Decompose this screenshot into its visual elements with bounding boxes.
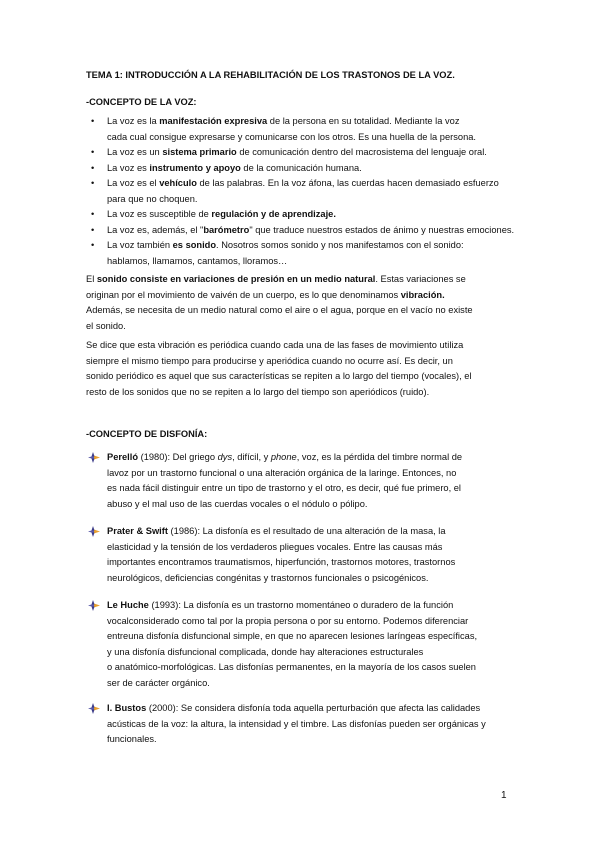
document-title: TEMA 1: INTRODUCCIÓN A LA REHABILITACIÓN DE LOS TRASTONOS DE LA VOZ. bbox=[86, 70, 455, 80]
bullet-icon: • bbox=[91, 224, 95, 235]
arrow-bullet-icon bbox=[88, 526, 100, 537]
paragraph-vibracion: Se dice que esta vibración es periódica cuando cada una de las fases de movimiento utiliza siempre el mismo tiempo para producirse y aperiódica cuando no ocurre así. Es decir, un sonido periódico es aquel que sus características se repiten a lo largo del tiempo (vocales), el resto de los sonidos que no se repiten a lo largo del tiempo son aperiódicos (ruido). bbox=[86, 340, 472, 397]
definition-le-huche: Le Huche (1993): La disfonía es un trastorno momentáneo o duradero de la función vocalconsiderado como tal por la propia persona o por su entorno. Podemos diferenciar entreuna disfonía disfuncional simple, en que no aparecen lesiones laríngeas específicas, y una disfonía disfuncional complicada, donde hay alteraciones estructurales o anatómico-morfológicas. Las disfonías permanentes, en la mayoría de los casos suelen ser de carácter orgánico. bbox=[86, 598, 526, 691]
bullet-icon: • bbox=[91, 147, 95, 157]
definition-perello: Perelló (1980): Del griego dys, difícil, y phone, voz, es la pérdida del timbre normal de lavoz por un trastorno funcional o una alteración orgánica de la laringe. Entonces, no es nada fácil distinguir entre un tipo de trastorno y el otro, es decir, qué fue primero, el abuso y el mal uso de las cuerdas vocales o el nódulo o pólipo. bbox=[86, 450, 526, 512]
list-item: • La voz también es sonido. Nosotros somos sonido y nos manifestamos con el sonido: hablamos, llamamos, cantamos, lloramos… bbox=[91, 240, 464, 266]
paragraph-sonido: El sonido consiste en variaciones de presión en un medio natural. Estas variaciones se originan por el movimiento de vaivén de un cuerpo, es lo que denominamos vibración. Además, se necesita de un medio natural como el aire o el agua, porque en el vacío no existe el sonido. bbox=[86, 274, 473, 331]
arrow-bullet-icon bbox=[88, 703, 100, 714]
section-heading-voz: -CONCEPTO DE LA VOZ: bbox=[86, 97, 197, 107]
section-heading-disfonia: -CONCEPTO DE DISFONÍA: bbox=[86, 429, 208, 439]
list-item: • La voz es susceptible de regulación y de aprendizaje. bbox=[86, 207, 556, 223]
definition-prater-swift: Prater & Swift (1986): La disfonía es el resultado de una alteración de la masa, la elasticidad y la tensión de los verdaderos pliegues vocales. Entre las causas más importantes encontramos traumatismos, hiperfunción, trastornos motores, trastornos neurológicos, deficiencias congénitas y trastornos funcionales o psicogénicos. bbox=[86, 524, 526, 586]
arrow-bullet-icon bbox=[88, 600, 100, 611]
definition-bustos: I. Bustos (2000): Se considera disfonía toda aquella perturbación que afecta las calidades acústicas de la voz: la altura, la intensidad y el timbre. Las disfonías pueden ser orgánicas y funcionales. bbox=[86, 701, 526, 748]
bullet-icon: • bbox=[91, 240, 95, 250]
list-item: • La voz es la manifestación expresiva de la persona en su totalidad. Mediante la voz cada cual consigue expresarse y comunicarse con los otros. Es una huella de la persona. bbox=[91, 116, 476, 142]
bullet-icon: • bbox=[91, 116, 95, 126]
voz-bullet-list bbox=[86, 114, 556, 269]
bullet-icon: • bbox=[91, 162, 95, 173]
list-item: • La voz es instrumento y apoyo de la comunicación humana. bbox=[86, 161, 556, 177]
list-item: • La voz es, además, el "barómetro" que traduce nuestros estados de ánimo y nuestras emociones. bbox=[86, 223, 556, 239]
list-item: • La voz es un sistema primario de comunicación dentro del macrosistema del lenguaje oral. bbox=[86, 145, 556, 161]
arrow-bullet-icon bbox=[88, 452, 100, 463]
page-number: 1 bbox=[501, 790, 507, 801]
bullet-icon: • bbox=[91, 209, 95, 219]
bullet-icon: • bbox=[91, 178, 95, 188]
list-item: • La voz es el vehículo de las palabras. En la voz áfona, las cuerdas hacen demasiado esfuerzo para que no choquen. bbox=[91, 178, 499, 204]
